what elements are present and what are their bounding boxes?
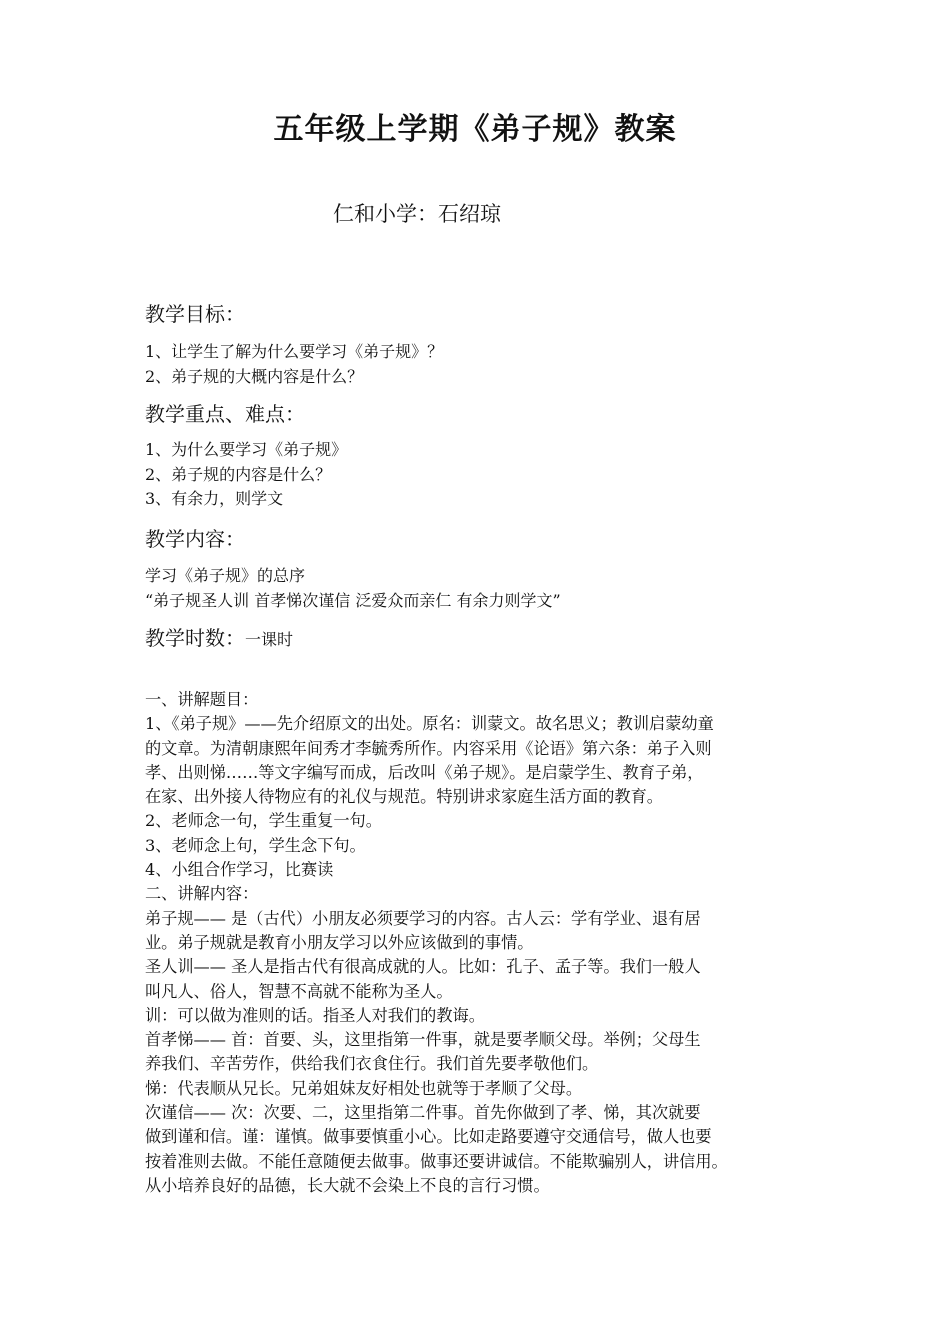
body-line: 2、老师念一句，学生重复一句。 [145,811,382,831]
list-item: 学习《弟子规》的总序 [145,566,306,585]
duration-heading: 教学时数： [145,626,245,650]
list-item: 1、让学生了解为什么要学习《弟子规》？ [145,342,444,361]
body-line: 1、《弟子规》——先介绍原文的出处。原名：训蒙文。故名思义；教训启蒙幼童 [145,714,714,734]
body-line: 圣人训—— 圣人是指古代有很高成就的人。比如：孔子、孟子等。我们一般人 [145,957,701,977]
body-line: 4、小组合作学习，比赛读 [145,860,334,880]
body-line: 孝、出则悌……等文字编写而成，后改叫《弟子规》。是启蒙学生、教育子弟， [145,762,704,782]
content-heading: 教学内容： [145,527,245,551]
body-line: 从小培养良好的品德，长大就不会染上不良的言行习惯。 [145,1175,550,1195]
list-item: 2、弟子规的大概内容是什么？ [145,366,364,386]
duration-value: 一课时 [245,630,294,649]
list-item: 2、弟子规的内容是什么？ [145,464,332,484]
key-points-heading: 教学重点、难点： [145,402,305,426]
body-line: 按着准则去做。不能任意随便去做事。做事还要讲诚信。不能欺骗别人，讲信用。 [145,1151,728,1171]
objectives-heading: 教学目标： [145,302,245,326]
list-item: 1、为什么要学习《弟子规》 [145,440,348,459]
body-line: 叫凡人、俗人，智慧不高就不能称为圣人。 [145,981,453,1001]
key-points-list [145,438,815,512]
body-line: 次谨信—— 次：次要、二，这里指第二件事。首先你做到了孝、悌，其次就要 [145,1103,701,1123]
body-line: 养我们、辛苦劳作，供给我们衣食住行。我们首先要孝敬他们。 [145,1054,599,1074]
lesson-body [145,688,809,1198]
body-line: 训：可以做为准则的话。指圣人对我们的教诲。 [145,1005,485,1025]
body-line: 悌：代表顺从兄长。兄弟姐妹友好相处也就等于孝顺了父母。 [145,1078,583,1098]
body-line: 首孝悌—— 首：首要、头，这里指第一件事，就是要孝顺父母。举例；父母生 [145,1030,701,1050]
document-title: 五年级上学期《弟子规》教案 [273,112,677,147]
list-item: “弟子规圣人训 首孝悌次谨信 泛爱众而亲仁 有余力则学文” [145,590,561,610]
objectives-list [145,340,815,389]
body-line: 二、讲解内容： [145,884,259,904]
author-line: 仁和小学：石绍琼 [333,202,501,226]
duration-line [145,622,293,651]
body-line: 3、老师念上句，学生念下句。 [145,835,366,855]
body-line: 业。弟子规就是教育小朋友学习以外应该做到的事情。 [145,932,534,952]
body-line: 的文章。为清朝康熙年间秀才李毓秀所作。内容采用《论语》第六条：弟子入则 [145,738,712,758]
content-list [145,564,815,613]
body-line: 一、讲解题目： [145,690,259,709]
body-line: 做到谨和信。谨：谨慎。做事要慎重小心。比如走路要遵守交通信号，做人也要 [145,1127,712,1147]
body-line: 弟子规—— 是（古代）小朋友必须要学习的内容。古人云：学有学业、退有居 [145,908,701,928]
body-line: 在家、出外接人待物应有的礼仪与规范。特别讲求家庭生活方面的教育。 [145,787,663,807]
list-item: 3、有余力，则学文 [145,489,284,508]
